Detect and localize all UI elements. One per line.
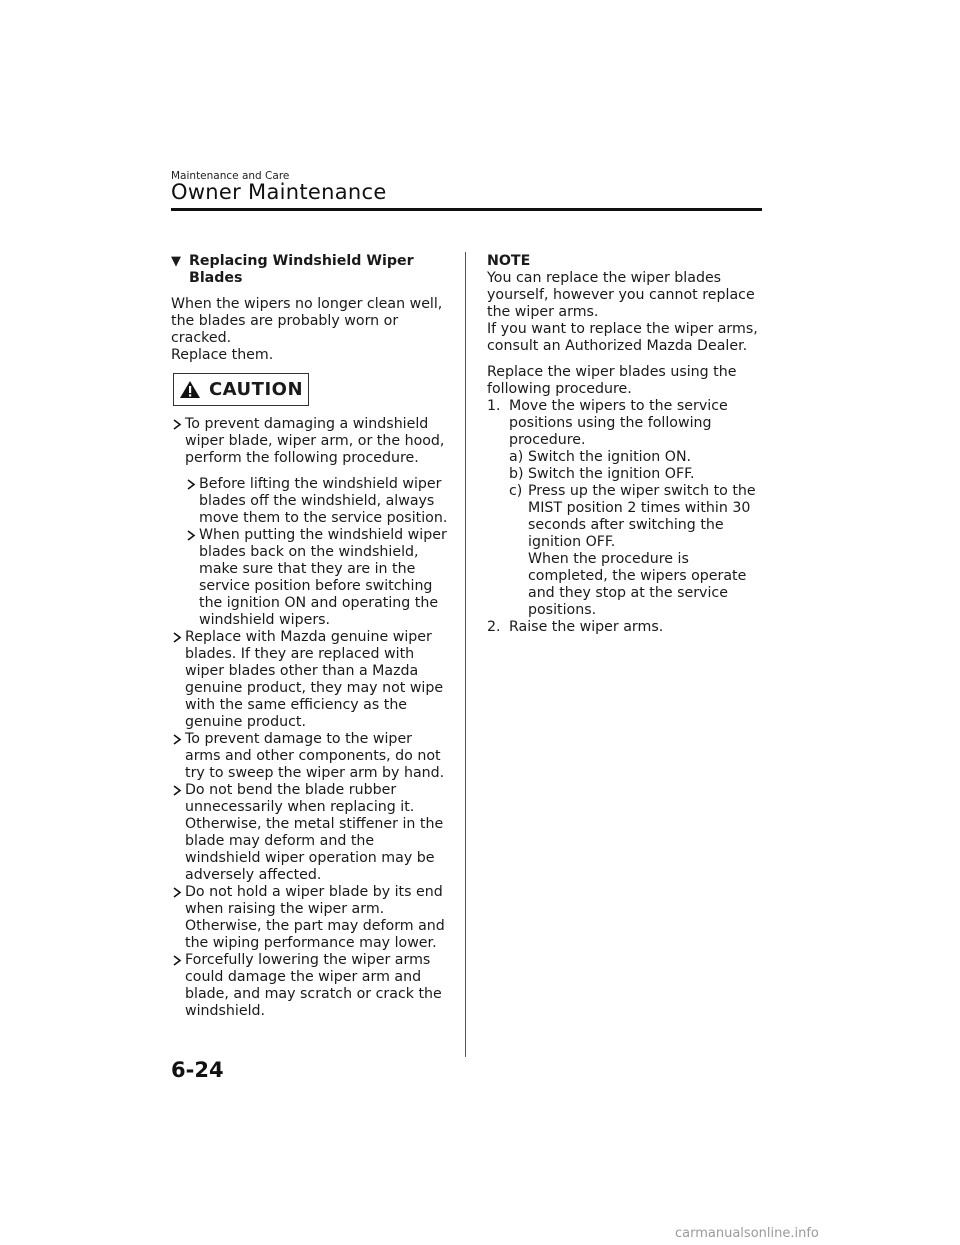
substep-text: When the procedure is completed, the wipers operate and they stop at the service positions. — [528, 551, 747, 618]
section-label: Maintenance and Care — [171, 170, 290, 182]
procedure-step — [487, 398, 767, 449]
arrow-bullet-icon — [185, 527, 197, 544]
note-text: You can replace the wiper blades yourself, however you cannot replace the wiper arms. — [487, 270, 755, 320]
page-title: Owner Maintenance — [171, 180, 387, 204]
caution-box — [173, 373, 309, 406]
arrow-bullet-icon — [171, 884, 183, 901]
section-heading-text: Replacing Windshield Wiper Blades — [189, 253, 414, 286]
procedure-step — [487, 619, 767, 636]
column-divider — [465, 252, 466, 1057]
watermark: carmanualsonline.info — [675, 1226, 819, 1241]
bullet-text: To prevent damage to the wiper arms and other components, do not try to sweep the wiper arm by hand. — [185, 731, 445, 781]
arrow-bullet-icon — [171, 629, 183, 646]
note-text-2: If you want to replace the wiper arms, consult an Authorized Mazda Dealer. — [487, 321, 758, 354]
caution-bullet — [171, 731, 451, 782]
bullet-text: When putting the windshield wiper blades back on the windshield, make sure that they are in the service position before switching the ignition ON and operating the windshield wipers. — [199, 527, 447, 628]
substep-text: Press up the wiper switch to the MIST position 2 times within 30 seconds after switching the ignition OFF. — [528, 483, 756, 550]
substep-letter: a) — [509, 449, 524, 465]
arrow-bullet-icon — [185, 476, 197, 493]
caution-bullet — [171, 884, 451, 952]
bullet-text: Forcefully lowering the wiper arms could damage the wiper arm and blade, and may scratch or crack the windshield. — [185, 952, 442, 1019]
arrow-bullet-icon — [171, 731, 183, 748]
arrow-bullet-icon — [171, 952, 183, 969]
right-column — [487, 253, 767, 636]
caution-bullet — [171, 629, 451, 731]
procedure-substep — [487, 466, 767, 483]
step-text: Raise the wiper arms. — [509, 619, 664, 635]
substep-letter: b) — [509, 466, 524, 482]
procedure-substep-continued — [487, 551, 767, 619]
caution-sub-bullet — [185, 476, 451, 527]
bullet-text: To prevent damaging a windshield wiper blade, wiper arm, or the hood, perform the following procedure. — [185, 416, 445, 466]
procedure-substep — [487, 483, 767, 551]
intro-text: When the wipers no longer clean well, the blades are probably worn or cracked. — [171, 296, 443, 346]
procedure-substep — [487, 449, 767, 466]
header-rule — [171, 208, 762, 211]
intro-text-2: Replace them. — [171, 347, 274, 363]
bullet-text: Do not bend the blade rubber unnecessarily when replacing it. Otherwise, the metal stiffener in the blade may deform and the windshield wiper operation may be adversely affected. — [185, 782, 444, 883]
arrow-bullet-icon — [171, 782, 183, 799]
caution-sub-bullet — [185, 527, 451, 629]
caution-bullet — [171, 416, 451, 467]
substep-text: Switch the ignition ON. — [528, 449, 692, 465]
note-title: NOTE — [487, 253, 531, 269]
bullet-text: Do not hold a wiper blade by its end when raising the wiper arm. Otherwise, the part may deform and the wiping performance may lower. — [185, 884, 445, 951]
bullet-text: Before lifting the windshield wiper blades off the windshield, always move them to the service position. — [199, 476, 448, 526]
page-number: 6-24 — [171, 1058, 224, 1082]
left-column — [171, 253, 451, 1020]
arrow-bullet-icon — [171, 416, 183, 433]
procedure-intro: Replace the wiper blades using the following procedure. — [487, 364, 737, 397]
bullet-text: Replace with Mazda genuine wiper blades. If they are replaced with wiper blades other than a Mazda genuine product, they may not wipe with the same efficiency as the genuine product. — [185, 629, 444, 730]
step-text: Move the wipers to the service positions using the following procedure. — [509, 398, 728, 448]
caution-bullet — [171, 782, 451, 884]
step-number: 2. — [487, 619, 501, 635]
warning-icon — [179, 380, 201, 399]
substep-text: Switch the ignition OFF. — [528, 466, 695, 482]
substep-letter: c) — [509, 483, 523, 499]
triangle-down-icon: ▼ — [171, 254, 181, 269]
section-heading — [171, 253, 451, 287]
step-number: 1. — [487, 398, 501, 414]
caution-bullet — [171, 952, 451, 1020]
caution-label: CAUTION — [208, 379, 304, 400]
